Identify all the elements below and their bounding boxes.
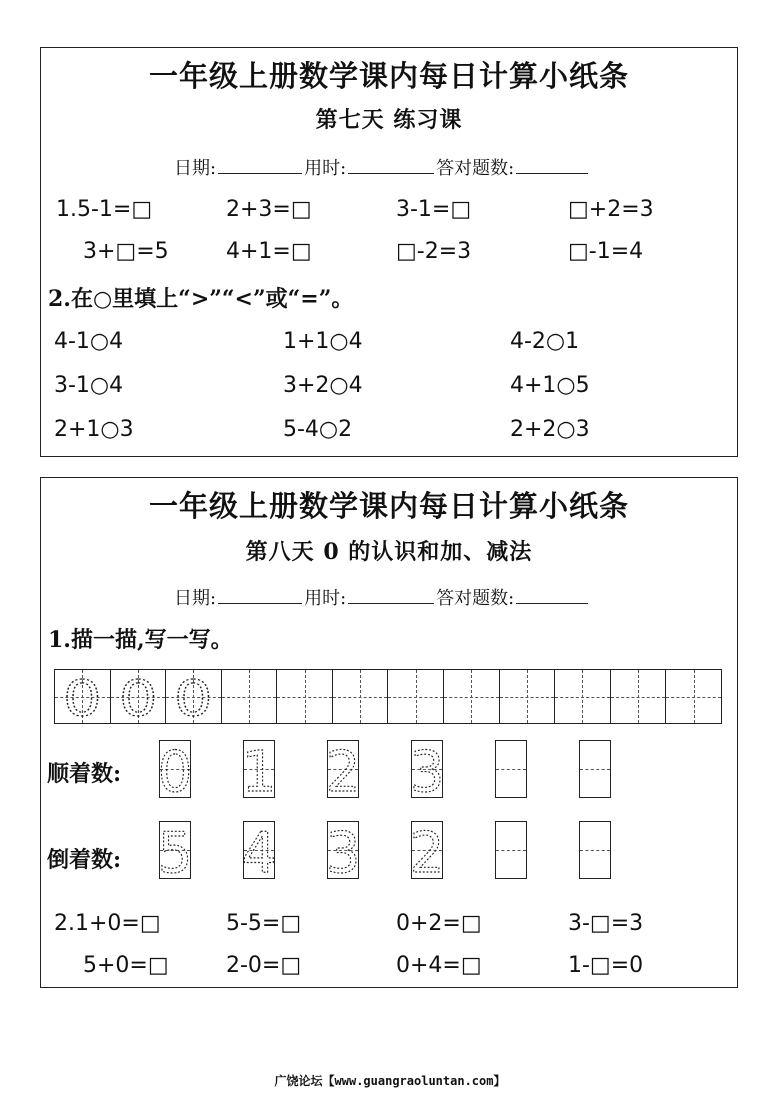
problem: 0+2=□	[396, 911, 482, 936]
time-blank[interactable]	[348, 172, 434, 174]
time-blank[interactable]	[348, 602, 434, 604]
problem: 1.5-1=□	[56, 197, 153, 222]
worksheet-subtitle: 第七天 练习课	[315, 107, 463, 133]
score-label: 答对题数:	[436, 588, 515, 609]
worksheet-title: 一年级上册数学课内每日计算小纸条	[148, 59, 629, 93]
traced-digit	[409, 821, 445, 887]
traced-digit	[409, 740, 445, 806]
svg-text:2: 2	[409, 821, 445, 887]
traced-digit	[325, 740, 361, 806]
compare-problem: 4+1○5	[510, 373, 590, 398]
backward-count-box[interactable]	[241, 821, 277, 887]
problem: 0+4=□	[396, 953, 482, 978]
backward-count-box[interactable]	[157, 821, 193, 887]
compare-problem: 3+2○4	[283, 373, 363, 398]
writing-grid-cell[interactable]	[55, 669, 111, 727]
date-label: 日期:	[174, 588, 217, 609]
footer-site-name: 广饶论坛	[274, 1074, 323, 1088]
backward-count-box[interactable]	[579, 821, 611, 879]
backward-count-box[interactable]	[325, 821, 361, 887]
svg-text:4: 4	[241, 821, 277, 887]
traced-digit	[241, 740, 277, 806]
writing-grid-cell[interactable]	[388, 670, 444, 723]
compare-problem: 2+2○3	[510, 417, 590, 442]
traced-digit	[157, 740, 193, 806]
writing-grid-cell[interactable]	[500, 670, 556, 723]
score-label: 答对题数:	[436, 158, 515, 179]
svg-text:0: 0	[63, 669, 102, 727]
svg-text:3: 3	[409, 740, 445, 806]
problem: 4+1=□	[226, 239, 312, 264]
time-label: 用时:	[304, 588, 347, 609]
worksheet-title: 一年级上册数学课内每日计算小纸条	[148, 489, 629, 523]
forward-count-box[interactable]	[579, 740, 611, 798]
problem: 3-1=□	[396, 197, 472, 222]
compare-problem: 2+1○3	[54, 417, 134, 442]
problem: 2.1+0=□	[54, 911, 161, 936]
writing-grid-cell[interactable]	[111, 669, 167, 727]
date-blank[interactable]	[218, 172, 302, 174]
backward-count-label: 倒着数:	[47, 847, 122, 873]
traced-digit	[59, 669, 106, 727]
traced-digit	[115, 669, 162, 727]
writing-grid-cell[interactable]	[555, 670, 611, 723]
compare-problem: 4-1○4	[54, 329, 124, 354]
compare-problem: 1+1○4	[283, 329, 363, 354]
writing-grid-cell[interactable]	[666, 670, 721, 723]
problem: 5-5=□	[226, 911, 302, 936]
svg-text:2: 2	[325, 740, 361, 806]
svg-text:5: 5	[157, 821, 193, 887]
writing-grid-cell[interactable]	[277, 670, 333, 723]
worksheet-day7	[40, 47, 738, 457]
score-blank[interactable]	[516, 602, 588, 604]
date-label: 日期:	[174, 158, 217, 179]
problem: 3-□=3	[568, 911, 644, 936]
backward-count-box[interactable]	[495, 821, 527, 879]
problem: 5+0=□	[83, 953, 169, 978]
section-heading: 1.描一描,写一写。	[48, 627, 233, 653]
section-heading: 2.在○里填上“>”“<”或“=”。	[48, 286, 354, 312]
problem: 1-□=0	[568, 953, 644, 978]
problem: 2-0=□	[226, 953, 302, 978]
traced-digit	[157, 821, 193, 887]
meta-row	[174, 154, 590, 180]
problem: □-2=3	[396, 239, 472, 264]
compare-problem: 3-1○4	[54, 373, 124, 398]
svg-text:1: 1	[241, 740, 277, 806]
forward-count-box[interactable]	[409, 740, 445, 806]
forward-count-box[interactable]	[325, 740, 361, 806]
forward-count-label: 顺着数:	[47, 761, 122, 787]
traced-digit	[241, 821, 277, 887]
forward-count-box[interactable]	[241, 740, 277, 806]
problem: □+2=3	[568, 197, 654, 222]
footer-link[interactable]: 【www.guangraoluntan.com】	[322, 1074, 506, 1088]
writing-grid-cell[interactable]	[611, 670, 667, 723]
writing-grid-cell[interactable]	[444, 670, 500, 723]
svg-text:3: 3	[325, 821, 361, 887]
svg-text:0: 0	[174, 669, 213, 727]
worksheet-day8	[40, 477, 738, 988]
compare-problem: 4-2○1	[510, 329, 580, 354]
svg-text:0: 0	[157, 740, 193, 806]
forward-count-box[interactable]	[495, 740, 527, 798]
worksheet-subtitle: 第八天 0 的认识和加、减法	[245, 539, 533, 565]
traced-digit	[325, 821, 361, 887]
problem: □-1=4	[568, 239, 644, 264]
compare-problem: 5-4○2	[283, 417, 353, 442]
writing-grid-cell[interactable]	[333, 670, 389, 723]
writing-grid-cell[interactable]	[222, 670, 278, 723]
forward-count-box[interactable]	[157, 740, 193, 806]
problem: 2+3=□	[226, 197, 312, 222]
meta-row	[174, 584, 590, 610]
svg-text:0: 0	[118, 669, 158, 727]
footer	[0, 1072, 780, 1089]
score-blank[interactable]	[516, 172, 588, 174]
traced-digit	[170, 669, 217, 727]
date-blank[interactable]	[218, 602, 302, 604]
time-label: 用时:	[304, 158, 347, 179]
problem: 3+□=5	[83, 239, 169, 264]
backward-count-box[interactable]	[409, 821, 445, 887]
writing-grid	[54, 669, 722, 727]
writing-grid-cell[interactable]	[166, 669, 222, 727]
